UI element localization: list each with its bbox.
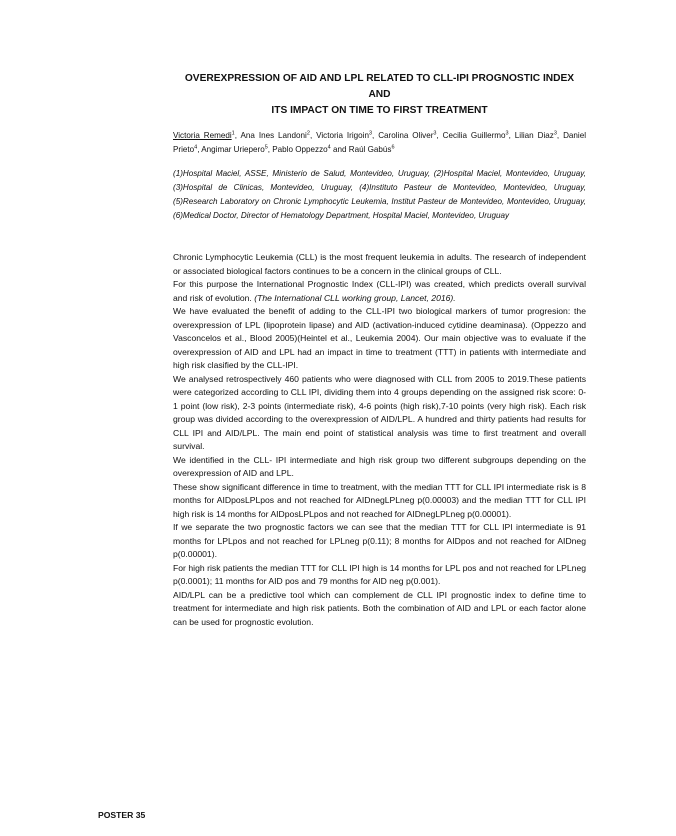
author-affiliation-mark: 6 — [391, 144, 395, 151]
author-affiliation-mark: 4 — [327, 144, 331, 151]
author-list — [173, 129, 586, 157]
abstract-paragraph — [173, 373, 586, 454]
paragraph-text: These show significant difference in time to treatment, with the median TTT for CLL IPI intermediate risk is 8 months for AIDposLPLpos and not reached for AIDnegLPLneg p(0.00003) and the median TTT for CLL IPI high risk is 14 months for AIDposLPLpos and not reached for AIDnegLPLneg p(0.00001). — [173, 481, 586, 519]
author-separator: , — [309, 131, 317, 140]
author-affiliation-mark: 3 — [505, 130, 509, 137]
abstract-paragraph — [173, 589, 586, 630]
author-affiliation-mark: 3 — [433, 130, 437, 137]
author-separator: , — [267, 145, 273, 154]
paper-title — [173, 71, 586, 119]
abstract-paragraph — [173, 278, 586, 305]
author-name: Angimar Uriepero — [201, 145, 265, 154]
paragraph-text: For high risk patients the median TTT for CLL IPI high is 14 months for LPL pos and not reached for LPLneg p(0.0001); 11 months for AID pos and 79 months for AID neg p(0.001). — [173, 562, 586, 586]
author-affiliation-mark: 5 — [264, 144, 268, 151]
author-separator: , — [234, 131, 241, 140]
paragraph-text: For this purpose the International Prognostic Index (CLL-IPI) was created, which predicts overall survival and risk of evolution. — [173, 279, 586, 303]
author-name: Pablo Oppezzo — [272, 145, 328, 154]
author-affiliation-mark: 4 — [194, 144, 198, 151]
abstract-paragraph — [173, 521, 586, 562]
author-name: Carolina Oliver — [378, 131, 434, 140]
author-affiliation-mark: 1 — [231, 130, 235, 137]
author-separator: , — [372, 131, 379, 140]
author-name: Lilian Diaz — [514, 131, 554, 140]
abstract-paragraph — [173, 305, 586, 373]
author-name: Ana Ines Landoni — [240, 131, 307, 140]
author-name: Victoria Remedi — [173, 131, 232, 140]
title-line-2: ITS IMPACT ON TIME TO FIRST TREATMENT — [271, 105, 488, 116]
poster-number: POSTER 35 — [98, 810, 146, 820]
paragraph-text: We identified in the CLL- IPI intermediate and high risk group two different subgroups depending on the overexpression of AID and LPL. — [173, 454, 586, 478]
paragraph-text: If we separate the two prognostic factors we can see that the median TTT for CLL IPI intermediate is 91 months for LPLpos and not reached for LPLneg p(0.11); 8 months for AIDpos and not reached for AIDneg p(0.00001). — [173, 522, 586, 559]
affiliations: (1)Hospital Maciel, ASSE, Ministerio de Salud, Montevideo, Uruguay, (2)Hospital Maciel, Montevideo, Uruguay, (3)Hospital de Clinicas, Montevideo, Uruguay, (4)Instituto Pasteur de Montevideo, Montevideo, Uruguay, (5)Research Laboratory on Chronic Lymphocytic Leukemia, Institut Pasteur de Montevideo, Montevideo, Uruguay, (6)Medical Doctor, Director of Hematology Department, Hospital Maciel, Montevideo, Uruguay — [173, 169, 586, 220]
author-name: Cecilia Guillermo — [442, 131, 506, 140]
paragraph-text: We have evaluated the benefit of adding to the CLL-IPI two biological markers of tumor progresion: the overexpression of LPL (lipoprotein lipase) and AID (activation-induced cytidine deaminasa). (Oppezzo and Vasconcelos et al., Blood 2005)(Heintel et al., Leukemia 2004). Our main objective was to evaluate if the overexpression of AID and LPL had an impact in time to treatment (TTT) in patients with intermediate and high risk clasified by the CLL-IPI. — [173, 306, 586, 370]
author-affiliation-mark: 2 — [306, 130, 310, 137]
abstract-body — [173, 251, 586, 629]
abstract-page — [173, 71, 586, 629]
author-affiliation-mark: 3 — [553, 130, 557, 137]
abstract-paragraph — [173, 251, 586, 278]
abstract-paragraph — [173, 562, 586, 589]
title-line-1: OVEREXPRESSION OF AID AND LPL RELATED TO CLL-IPI PROGNOSTIC INDEX AND — [184, 73, 575, 100]
author-separator: , — [197, 145, 202, 154]
paragraph-text: We analysed retrospectively 460 patients who were diagnosed with CLL from 2005 to 2019.These patients were categorized according to CLL IPI, dividing them into 4 groups depending on the assigned risk score: 0-1 point (low risk), 2-3 points (intermediate risk), 4-6 points (high risk),7-10 points (very high risk). Each risk group was divided according to the overexpression of AID/LPL. A hundred and thirty patients had results for CLL IPI and AID/LPL. The main end point of statistical analysis was time to first treatment and overall survival. — [173, 373, 586, 451]
author-separator: and — [330, 145, 349, 154]
author-separator: , — [508, 131, 515, 140]
paragraph-text: Chronic Lymphocytic Leukemia (CLL) is the most frequent leukemia in adults. The research of independent or associated biological factors continues to be a concern in the clinical groups of CLL. — [173, 252, 586, 276]
author-separator: , — [556, 131, 564, 140]
citation: (The International CLL working group, Lancet, 2016). — [254, 292, 456, 303]
author-name: Raúl Gabús — [348, 145, 392, 154]
author-name: Daniel Prieto — [173, 131, 587, 154]
abstract-paragraph — [173, 454, 586, 481]
author-separator: , — [436, 131, 443, 140]
abstract-paragraph — [173, 481, 586, 522]
author-name: Victoria Irigoin — [316, 131, 369, 140]
author-affiliation-mark: 3 — [368, 130, 373, 137]
paragraph-text: AID/LPL can be a predictive tool which can complement de CLL IPI prognostic index to define time to treatment for intermediate and high risk patients. Both the combination of AID and LPL or each factor alone can be used for prognostic evolution. — [173, 589, 586, 627]
